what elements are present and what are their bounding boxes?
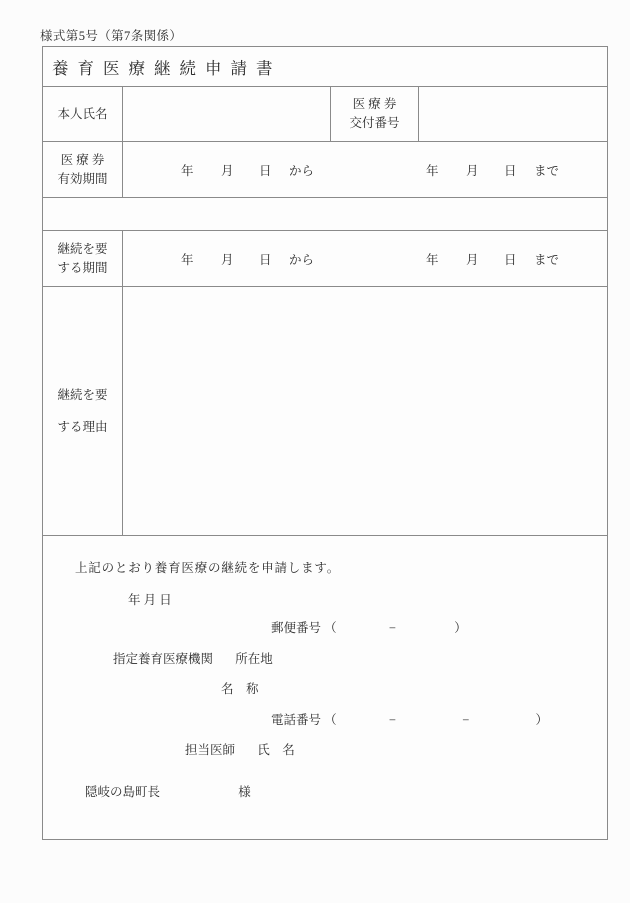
application-form-table (42, 46, 608, 840)
addressee-honorific: 様 (238, 785, 251, 799)
telephone-dash-2: − (462, 713, 470, 727)
applicant-name-row (43, 87, 607, 142)
telephone-label: 電話番号 (271, 713, 322, 727)
applicant-name-value[interactable] (123, 87, 331, 141)
continuation-period-label (43, 231, 123, 286)
continuation-reason-label-line1: 継続を要 (57, 387, 108, 402)
postal-code-close-paren: ） (454, 621, 467, 635)
validity-period-value[interactable] (123, 142, 607, 197)
institution-name-line[interactable] (221, 683, 259, 696)
applicant-name-label: 本人氏名 (43, 87, 123, 141)
declaration-statement: 上記のとおり養育医療の継続を申請します。 (75, 561, 341, 575)
institution-prefix-label: 指定養育医療機関 (113, 652, 214, 666)
addressee-line (85, 786, 251, 799)
medical-ticket-number-label-line1: 医 療 券 (352, 97, 397, 112)
continuation-period-row (43, 231, 607, 287)
continuation-period-from-day: 日 (259, 252, 272, 267)
postal-code-dash: − (388, 621, 396, 635)
declaration-date-year: 年 (128, 593, 141, 607)
declaration-body (43, 536, 607, 839)
continuation-period-from-suffix: から (289, 252, 315, 267)
telephone-line[interactable] (271, 714, 548, 727)
blank-row (43, 198, 607, 231)
postal-code-line[interactable] (271, 622, 467, 635)
continuation-period-from-year: 年 (181, 252, 194, 267)
continuation-period-label-line2: する期間 (57, 260, 108, 275)
medical-ticket-number-label (331, 87, 419, 141)
continuation-period-label-line1: 継続を要 (57, 242, 108, 257)
validity-period-from-year: 年 (181, 163, 194, 178)
continuation-reason-row (43, 287, 607, 536)
form-number: 様式第5号（第7条関係） (40, 29, 183, 43)
postal-code-label: 郵便番号 (271, 621, 322, 635)
validity-period-row (43, 142, 607, 198)
declaration-date-day: 日 (159, 593, 172, 607)
validity-period-from-day: 日 (259, 163, 272, 178)
institution-address-label: 所在地 (235, 652, 273, 666)
telephone-dash-1: − (388, 713, 396, 727)
continuation-reason-label-line2: する理由 (57, 420, 108, 434)
institution-address-line[interactable] (113, 653, 273, 666)
doctor-prefix-label: 担当医師 (185, 743, 236, 757)
continuation-period-to-day: 日 (504, 252, 517, 267)
declaration-row (43, 536, 607, 839)
declaration-date-line[interactable] (128, 594, 172, 607)
title-row (43, 47, 607, 87)
validity-period-label-line2: 有効期間 (57, 171, 108, 186)
validity-period-to-year: 年 (426, 163, 439, 178)
medical-ticket-number-label-line2: 交付番号 (349, 116, 400, 130)
continuation-period-to-year: 年 (426, 252, 439, 267)
addressee-recipient: 隠岐の島町長 (85, 785, 161, 799)
telephone-open-paren: （ (324, 713, 337, 727)
continuation-period-to-suffix: まで (534, 252, 560, 267)
postal-code-open-paren: （ (324, 621, 337, 635)
institution-name-label: 名 称 (221, 682, 259, 696)
validity-period-from-month: 月 (221, 163, 234, 178)
doctor-name-line[interactable] (185, 744, 295, 757)
medical-ticket-number-value[interactable] (419, 87, 607, 141)
validity-period-label-line1: 医 療 券 (60, 153, 105, 168)
continuation-period-from-month: 月 (221, 252, 234, 267)
continuation-period-to-month: 月 (466, 252, 479, 267)
validity-period-to-month: 月 (466, 163, 479, 178)
blank-row-value[interactable] (43, 198, 607, 230)
validity-period-to-day: 日 (504, 163, 517, 178)
doctor-name-label: 氏 名 (257, 743, 295, 757)
validity-period-label (43, 142, 123, 197)
continuation-reason-value[interactable] (123, 287, 607, 535)
continuation-reason-label (43, 287, 123, 535)
validity-period-to-suffix: まで (534, 163, 560, 178)
telephone-close-paren: ） (535, 713, 549, 727)
declaration-date-month: 月 (143, 593, 157, 607)
form-title: 養育医療継続申請書 (52, 58, 282, 78)
validity-period-from-suffix: から (289, 163, 315, 178)
continuation-period-value[interactable] (123, 231, 607, 286)
